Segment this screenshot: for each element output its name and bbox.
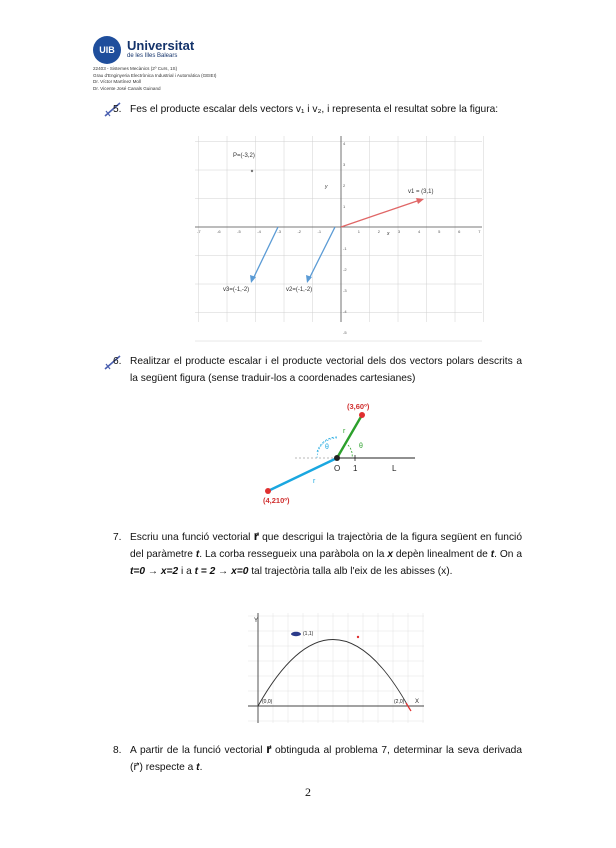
page-number: 2 xyxy=(305,785,311,799)
question-number: 7. xyxy=(113,532,122,543)
y-tick-label: -5 xyxy=(343,330,347,335)
vector-v2 xyxy=(309,227,335,279)
label-y: Y xyxy=(254,618,259,624)
x-tick-label: 4 xyxy=(417,229,421,234)
label-v2: v2=(-1,-2) xyxy=(286,287,313,293)
vector-a xyxy=(337,415,362,458)
label-one: 1 xyxy=(353,464,358,473)
question-6-text: Realitzar el producte escalar i el producte vectorial dels dos vectors polars descrits a la següent figura (sense traduir-los a coordenades cartesianes) xyxy=(130,356,522,384)
label-end: (2,0) xyxy=(394,699,405,705)
y-tick-label: 4 xyxy=(343,141,346,146)
x-tick-label: 6 xyxy=(458,229,461,234)
logo-subtitle: de les Illes Balears xyxy=(127,53,178,59)
x-tick-labels xyxy=(197,229,481,234)
parabola-figure xyxy=(248,613,424,723)
x-tick-label: -7 xyxy=(197,229,201,234)
label-y-axis: y xyxy=(325,184,328,190)
header-line: Dr. Vicente José Canals Guinand xyxy=(93,85,161,91)
logo-name: Universitat xyxy=(127,38,195,53)
origin-point xyxy=(334,455,340,461)
label-point-a: (3,60º) xyxy=(347,402,370,411)
y-tick-label: 3 xyxy=(343,162,346,167)
y-tick-label: -2 xyxy=(343,267,347,272)
label-x-axis: x xyxy=(387,231,390,237)
header-line: Dr. Víctor Martínez Moll xyxy=(93,79,141,84)
y-tick-label: 1 xyxy=(343,204,346,209)
header-line: 22403 - Sistemes Mecànics (2º Curs, 1S) xyxy=(93,66,178,71)
vector-v3-arrowhead xyxy=(250,275,256,283)
course-header xyxy=(93,66,216,92)
label-r-blue: r xyxy=(313,478,316,485)
question-number: 8. xyxy=(113,745,122,756)
plot-grid xyxy=(195,136,484,341)
start-marker xyxy=(291,632,301,636)
label-v3: v3=(-1,-2) xyxy=(223,287,250,293)
x-tick-label: -3 xyxy=(277,229,281,234)
y-tick-label: -1 xyxy=(343,246,347,251)
y-tick-label: 2 xyxy=(343,183,346,188)
point-p xyxy=(251,170,253,172)
vector-v1 xyxy=(341,200,420,227)
label-v1: v1 = (3,1) xyxy=(408,189,434,195)
x-tick-label: -5 xyxy=(237,229,241,234)
label-origin: (0,0) xyxy=(262,699,273,705)
point-b xyxy=(265,488,271,494)
x-tick-label: 1 xyxy=(357,229,360,234)
header-line: Grau d'Enginyeria Electrònica Industrial i Automàtica (GEIEI) xyxy=(93,72,217,78)
label-theta-green: θ xyxy=(359,443,363,450)
parabola-grid xyxy=(248,613,424,723)
label-top: (1,1) xyxy=(303,631,314,637)
x-tick-label: -1 xyxy=(317,229,322,234)
question-number: 6. xyxy=(113,356,122,367)
label-polar-axis: L xyxy=(392,464,397,473)
vector-b xyxy=(268,458,337,491)
y-tick-label: -4 xyxy=(343,309,347,314)
vector-plot xyxy=(195,136,482,335)
label-x: X xyxy=(415,699,420,705)
angle-arc-green xyxy=(348,445,352,458)
x-tick-label: -6 xyxy=(217,229,221,234)
question-8-text: A partir de la funció vectorial r⃗ obtinguda al problema 7, determinar la seva derivada (r⃗') respecte a t. xyxy=(130,745,523,773)
logo-seal: UIB xyxy=(93,36,121,64)
vector-v3 xyxy=(253,227,278,279)
x-tick-label: -2 xyxy=(297,229,302,234)
polar-vectors-figure xyxy=(255,397,425,512)
x-tick-label: 2 xyxy=(377,229,381,234)
question-5-text: Fes el producte escalar dels vectors v₁ i v₂, i representa el resultat sobre la figura: xyxy=(130,104,499,115)
label-point-b: (4,210º) xyxy=(263,496,290,505)
curve-point xyxy=(357,636,359,638)
university-logo xyxy=(93,36,203,62)
end-marker xyxy=(406,703,411,711)
x-tick-label: 7 xyxy=(478,229,481,234)
label-p: P=(-3,2) xyxy=(233,153,255,159)
x-tick-label: -4 xyxy=(257,229,261,234)
label-theta-blue: θ xyxy=(325,444,329,451)
x-tick-label: 5 xyxy=(438,229,441,234)
label-origin: O xyxy=(334,464,341,473)
x-tick-label: 3 xyxy=(397,229,401,234)
point-a xyxy=(359,412,365,418)
question-7-text: Escriu una funció vectorial r⃗ que descrigui la trajectòria de la figura següent en funció del paràmetre t. La corba ressegueix una paràbola on la x depèn linealment de t. On a t=0 → x=2 i a t = 2 → x=0 tal trajectòria talla alb l'eix de les abisses (x). xyxy=(130,532,523,577)
question-number: 5. xyxy=(113,104,122,115)
y-tick-label: -3 xyxy=(343,288,347,293)
label-r-green: r xyxy=(343,428,346,435)
vector-v1-arrowhead xyxy=(416,198,424,204)
